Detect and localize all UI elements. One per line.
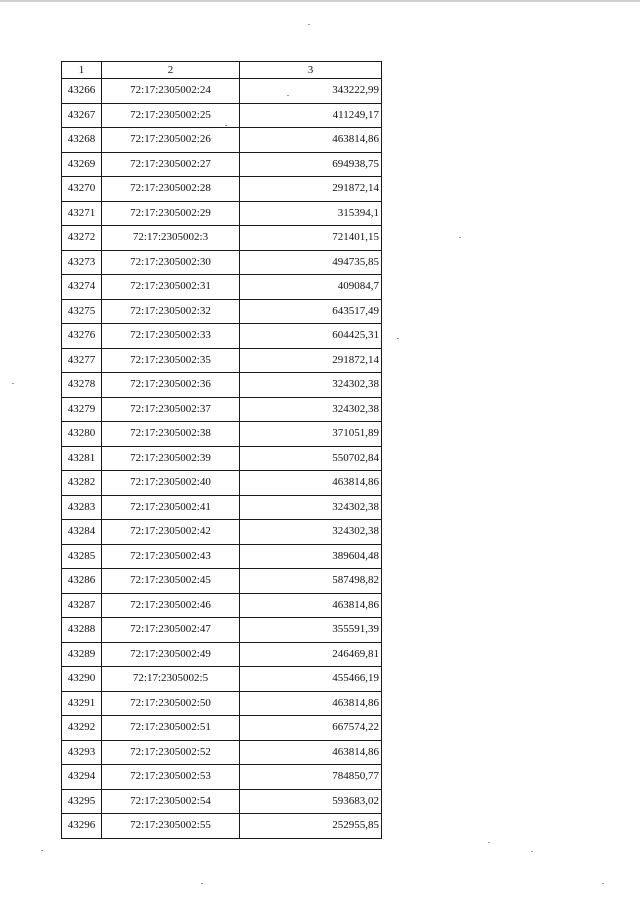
column-header-3: 3 <box>240 62 382 79</box>
cadastral-number-cell: 72:17:2305002:37 <box>102 397 240 422</box>
table-row <box>62 593 382 618</box>
row-number-cell: 43286 <box>62 569 102 594</box>
cadastral-number-cell: 72:17:2305002:54 <box>102 789 240 814</box>
cadastral-value-cell: 252955,85 <box>240 814 382 839</box>
cadastral-number-cell: 72:17:2305002:29 <box>102 201 240 226</box>
scan-speck <box>41 850 43 851</box>
page-top-edge <box>0 0 640 2</box>
row-number-cell: 43277 <box>62 348 102 373</box>
cadastral-value-cell: 355591,39 <box>240 618 382 643</box>
cadastral-number-cell: 72:17:2305002:24 <box>102 79 240 104</box>
scan-speck <box>287 95 289 96</box>
table-row <box>62 765 382 790</box>
row-number-cell: 43274 <box>62 275 102 300</box>
cadastral-value-cell: 324302,38 <box>240 397 382 422</box>
table-row <box>62 103 382 128</box>
row-number-cell: 43276 <box>62 324 102 349</box>
row-number-cell: 43272 <box>62 226 102 251</box>
cadastral-number-cell: 72:17:2305002:50 <box>102 691 240 716</box>
cadastral-number-cell: 72:17:2305002:35 <box>102 348 240 373</box>
cadastral-number-cell: 72:17:2305002:53 <box>102 765 240 790</box>
table-row <box>62 397 382 422</box>
cadastral-value-cell: 721401,15 <box>240 226 382 251</box>
table-row <box>62 471 382 496</box>
table-row <box>62 569 382 594</box>
scan-speck <box>12 383 14 384</box>
cadastral-value-cell: 371051,89 <box>240 422 382 447</box>
cadastral-number-cell: 72:17:2305002:5 <box>102 667 240 692</box>
cadastral-number-cell: 72:17:2305002:27 <box>102 152 240 177</box>
cadastral-number-cell: 72:17:2305002:51 <box>102 716 240 741</box>
cadastral-value-cell: 324302,38 <box>240 495 382 520</box>
cadastral-value-cell: 643517,49 <box>240 299 382 324</box>
cadastral-number-cell: 72:17:2305002:40 <box>102 471 240 496</box>
table-row <box>62 128 382 153</box>
scan-speck <box>308 24 310 25</box>
column-header-2: 2 <box>102 62 240 79</box>
row-number-cell: 43295 <box>62 789 102 814</box>
cadastral-value-cell: 291872,14 <box>240 348 382 373</box>
scan-speck <box>397 338 399 339</box>
row-number-cell: 43291 <box>62 691 102 716</box>
row-number-cell: 43284 <box>62 520 102 545</box>
cadastral-number-cell: 72:17:2305002:28 <box>102 177 240 202</box>
scan-speck <box>201 883 203 884</box>
table-row <box>62 446 382 471</box>
table-row <box>62 177 382 202</box>
row-number-cell: 43275 <box>62 299 102 324</box>
cadastral-number-cell: 72:17:2305002:41 <box>102 495 240 520</box>
row-number-cell: 43266 <box>62 79 102 104</box>
cadastral-value-cell: 343222,99 <box>240 79 382 104</box>
table-row <box>62 814 382 839</box>
cadastral-value-cell: 550702,84 <box>240 446 382 471</box>
table-row <box>62 79 382 104</box>
cadastral-number-cell: 72:17:2305002:49 <box>102 642 240 667</box>
row-number-cell: 43280 <box>62 422 102 447</box>
row-number-cell: 43285 <box>62 544 102 569</box>
cadastral-number-cell: 72:17:2305002:36 <box>102 373 240 398</box>
row-number-cell: 43287 <box>62 593 102 618</box>
cadastral-number-cell: 72:17:2305002:32 <box>102 299 240 324</box>
cadastral-value-cell: 463814,86 <box>240 740 382 765</box>
row-number-cell: 43268 <box>62 128 102 153</box>
row-number-cell: 43270 <box>62 177 102 202</box>
cadastral-value-cell: 463814,86 <box>240 128 382 153</box>
table-row <box>62 373 382 398</box>
table-row <box>62 348 382 373</box>
cadastral-value-cell: 291872,14 <box>240 177 382 202</box>
table-row <box>62 324 382 349</box>
cadastral-value-cell: 463814,86 <box>240 471 382 496</box>
cadastral-number-cell: 72:17:2305002:31 <box>102 275 240 300</box>
table-row <box>62 667 382 692</box>
row-number-cell: 43271 <box>62 201 102 226</box>
cadastral-value-cell: 315394,1 <box>240 201 382 226</box>
header-row <box>62 62 382 79</box>
row-number-cell: 43283 <box>62 495 102 520</box>
cadastral-number-cell: 72:17:2305002:45 <box>102 569 240 594</box>
cadastral-value-cell: 587498,82 <box>240 569 382 594</box>
table-row <box>62 152 382 177</box>
table-row <box>62 422 382 447</box>
table-header <box>62 62 382 79</box>
row-number-cell: 43290 <box>62 667 102 692</box>
cadastral-value-cell: 494735,85 <box>240 250 382 275</box>
cadastral-number-cell: 72:17:2305002:39 <box>102 446 240 471</box>
row-number-cell: 43282 <box>62 471 102 496</box>
table-row <box>62 226 382 251</box>
cadastral-value-cell: 593683,02 <box>240 789 382 814</box>
table-row <box>62 495 382 520</box>
row-number-cell: 43289 <box>62 642 102 667</box>
cadastral-value-cell: 246469,81 <box>240 642 382 667</box>
cadastral-number-cell: 72:17:2305002:55 <box>102 814 240 839</box>
cadastral-value-table <box>61 61 382 839</box>
cadastral-number-cell: 72:17:2305002:33 <box>102 324 240 349</box>
cadastral-number-cell: 72:17:2305002:26 <box>102 128 240 153</box>
table-row <box>62 618 382 643</box>
table-row <box>62 201 382 226</box>
scan-speck <box>488 842 490 843</box>
cadastral-value-cell: 411249,17 <box>240 103 382 128</box>
table-row <box>62 275 382 300</box>
cadastral-value-cell: 667574,22 <box>240 716 382 741</box>
cadastral-number-cell: 72:17:2305002:43 <box>102 544 240 569</box>
row-number-cell: 43279 <box>62 397 102 422</box>
row-number-cell: 43294 <box>62 765 102 790</box>
row-number-cell: 43296 <box>62 814 102 839</box>
table-row <box>62 520 382 545</box>
cadastral-value-cell: 463814,86 <box>240 691 382 716</box>
cadastral-value-cell: 455466,19 <box>240 667 382 692</box>
row-number-cell: 43281 <box>62 446 102 471</box>
cadastral-value-cell: 389604,48 <box>240 544 382 569</box>
cadastral-number-cell: 72:17:2305002:25 <box>102 103 240 128</box>
cadastral-value-cell: 324302,38 <box>240 373 382 398</box>
row-number-cell: 43288 <box>62 618 102 643</box>
row-number-cell: 43267 <box>62 103 102 128</box>
row-number-cell: 43278 <box>62 373 102 398</box>
table-body <box>62 79 382 839</box>
cadastral-number-cell: 72:17:2305002:30 <box>102 250 240 275</box>
cadastral-value-cell: 409084,7 <box>240 275 382 300</box>
scan-speck <box>602 883 604 884</box>
cadastral-value-cell: 604425,31 <box>240 324 382 349</box>
row-number-cell: 43273 <box>62 250 102 275</box>
table-row <box>62 789 382 814</box>
scan-speck <box>225 125 227 126</box>
table-row <box>62 740 382 765</box>
cadastral-number-cell: 72:17:2305002:38 <box>102 422 240 447</box>
row-number-cell: 43292 <box>62 716 102 741</box>
scan-speck <box>531 851 533 852</box>
table-row <box>62 250 382 275</box>
cadastral-value-cell: 784850,77 <box>240 765 382 790</box>
cadastral-value-cell: 463814,86 <box>240 593 382 618</box>
scan-speck <box>459 237 461 238</box>
table-row <box>62 544 382 569</box>
cadastral-value-cell: 324302,38 <box>240 520 382 545</box>
cadastral-number-cell: 72:17:2305002:46 <box>102 593 240 618</box>
table-row <box>62 642 382 667</box>
cadastral-number-cell: 72:17:2305002:52 <box>102 740 240 765</box>
cadastral-value-cell: 694938,75 <box>240 152 382 177</box>
table-row <box>62 299 382 324</box>
row-number-cell: 43269 <box>62 152 102 177</box>
cadastral-number-cell: 72:17:2305002:42 <box>102 520 240 545</box>
table-row <box>62 691 382 716</box>
cadastral-number-cell: 72:17:2305002:3 <box>102 226 240 251</box>
row-number-cell: 43293 <box>62 740 102 765</box>
table-row <box>62 716 382 741</box>
cadastral-number-cell: 72:17:2305002:47 <box>102 618 240 643</box>
column-header-1: 1 <box>62 62 102 79</box>
